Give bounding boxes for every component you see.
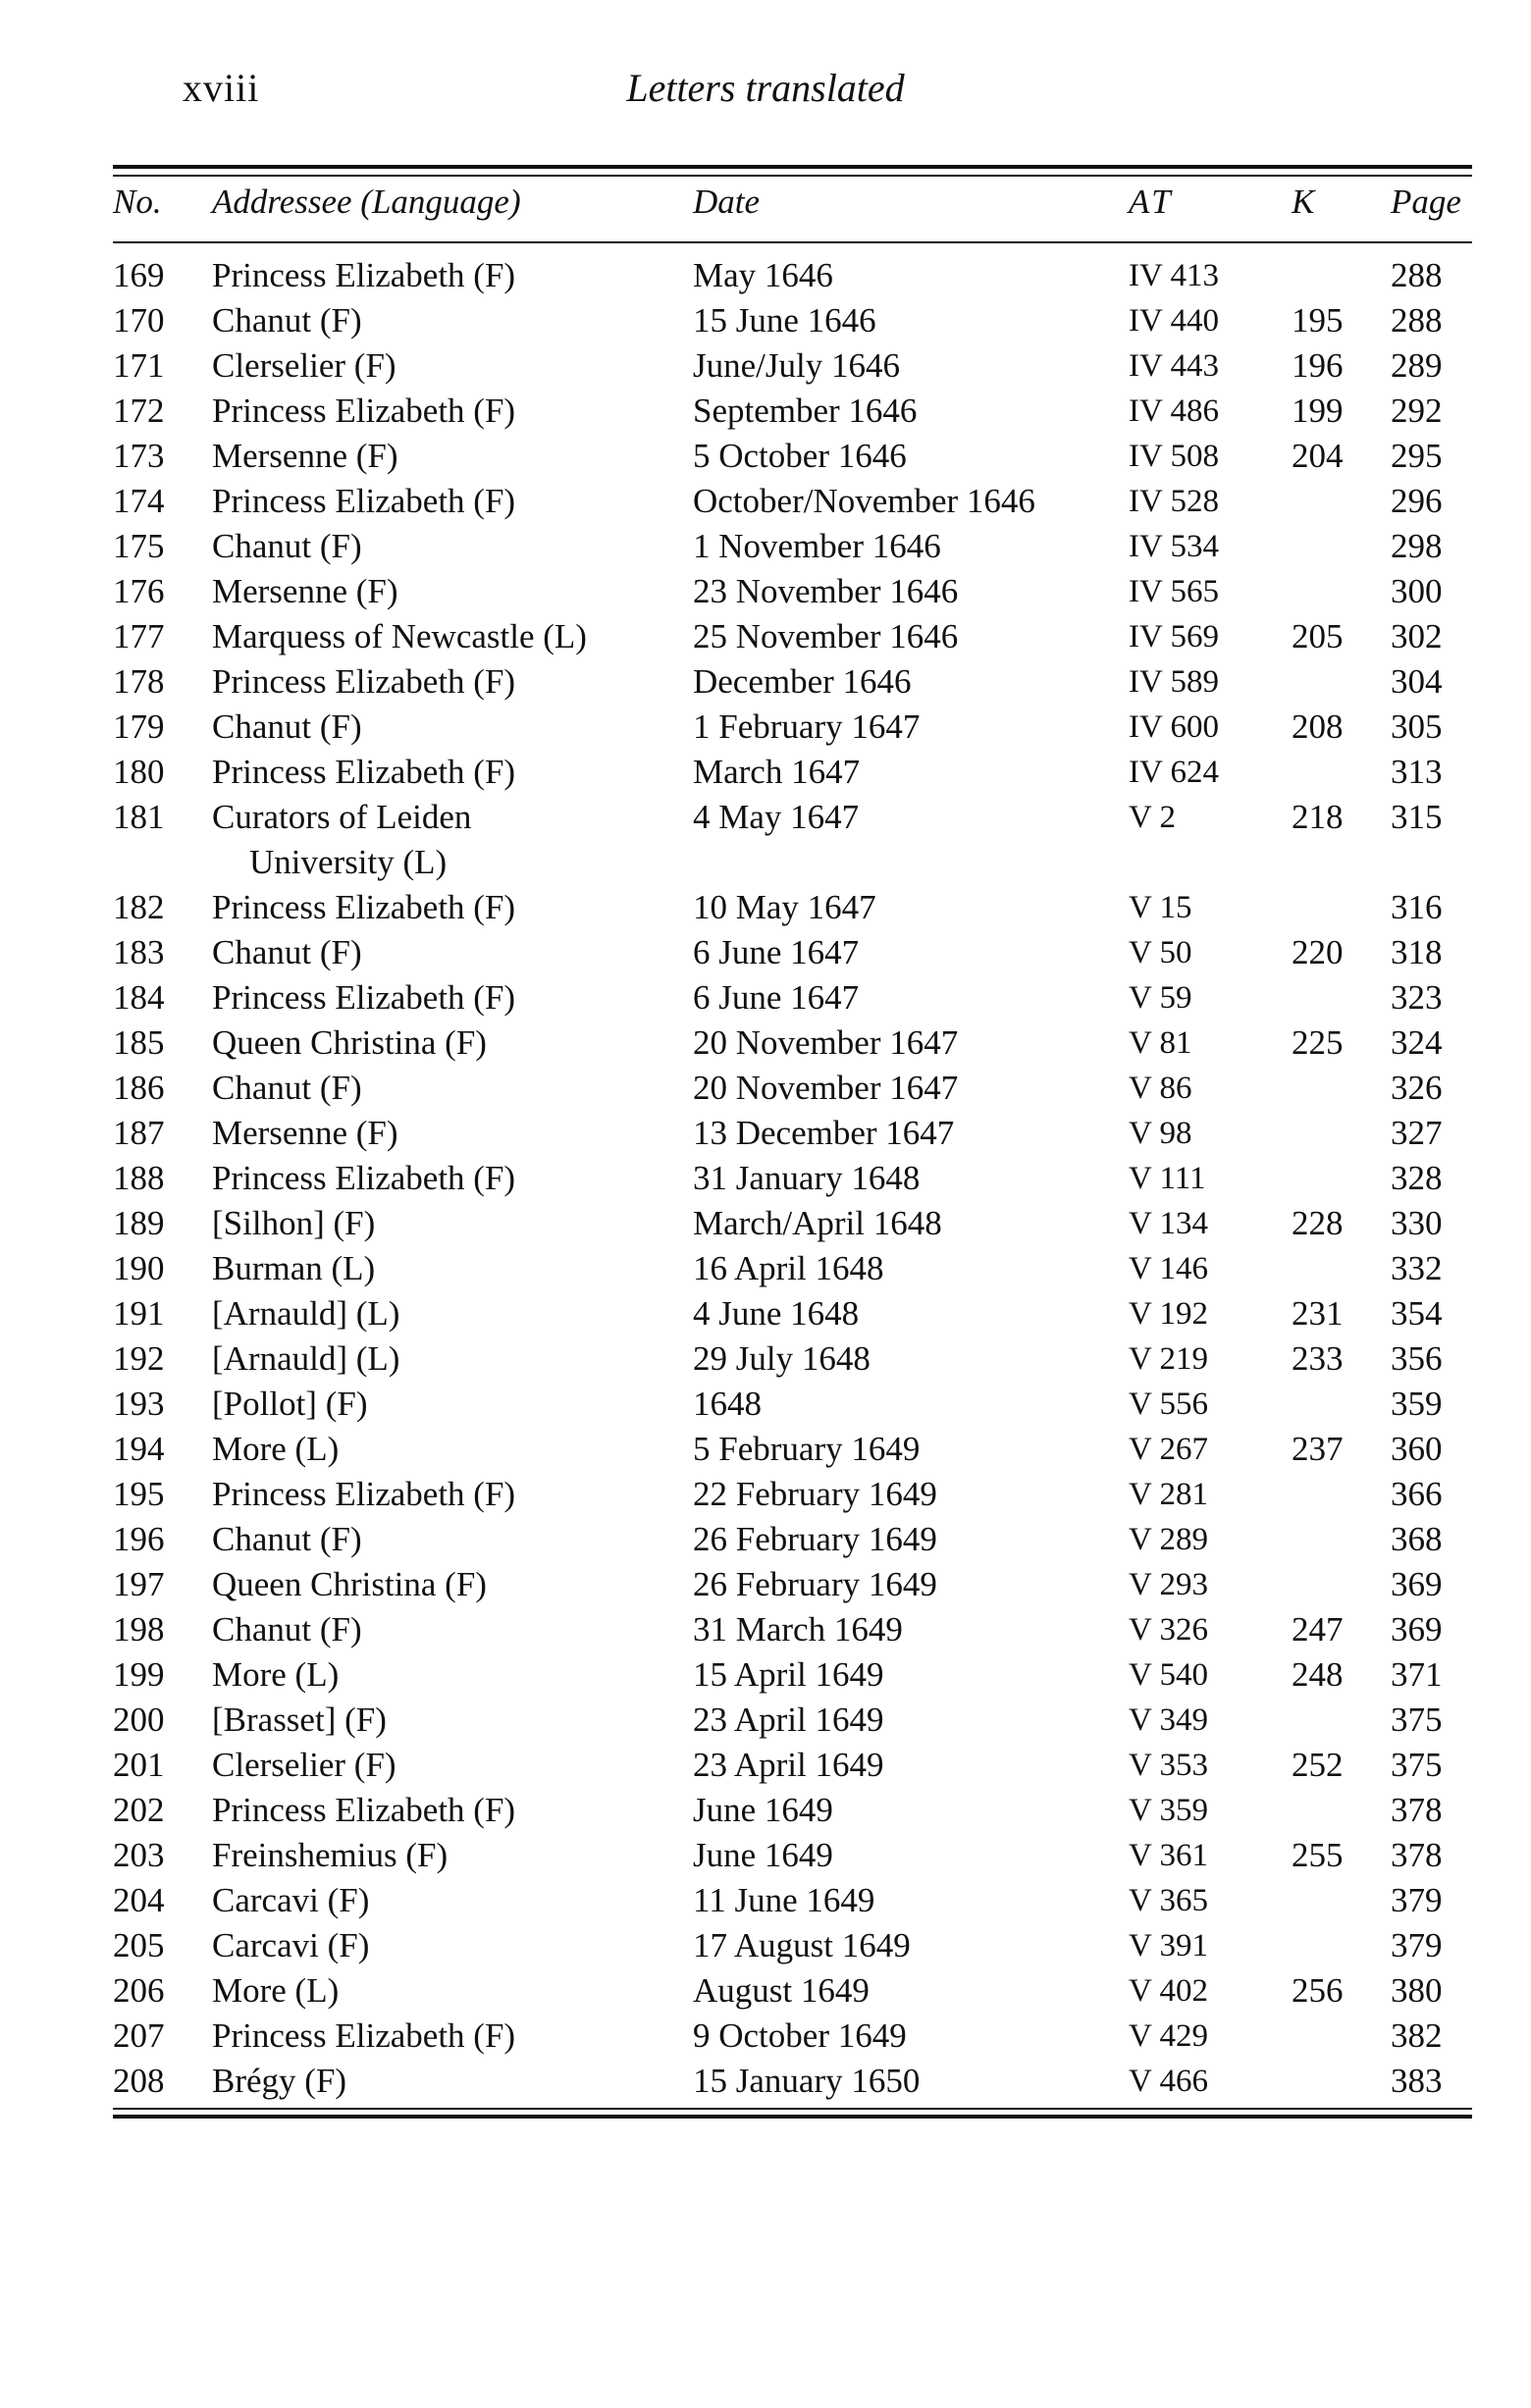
at-reference: V 365 (1129, 1883, 1208, 1918)
addressee: [Silhon] (F) (212, 1204, 376, 1242)
table-row (0, 1923, 1531, 1968)
letter-number: 206 (113, 1971, 165, 2010)
k-reference: 195 (1292, 301, 1344, 340)
letter-date: 16 April 1648 (693, 1249, 884, 1287)
letter-date: 5 February 1649 (693, 1430, 921, 1468)
letter-date: 31 March 1649 (693, 1610, 903, 1649)
letter-number: 204 (113, 1881, 165, 1919)
table-row (0, 1788, 1531, 1833)
table-top-rule-thin (113, 175, 1472, 177)
addressee: Chanut (F) (212, 1069, 362, 1107)
page-reference: 295 (1391, 437, 1443, 475)
table-row (0, 2014, 1531, 2059)
letter-date: 26 February 1649 (693, 1520, 937, 1558)
letter-date: 20 November 1647 (693, 1069, 959, 1107)
table-row (0, 1833, 1531, 1878)
addressee: [Brasset] (F) (212, 1701, 387, 1739)
letter-date: 13 December 1647 (693, 1114, 955, 1152)
k-reference: 208 (1292, 707, 1344, 746)
letter-number: 173 (113, 437, 165, 475)
at-reference: V 402 (1129, 1973, 1208, 2009)
letter-date: March/April 1648 (693, 1204, 942, 1242)
k-reference: 199 (1292, 392, 1344, 430)
letter-number: 198 (113, 1610, 165, 1649)
letter-number: 189 (113, 1204, 165, 1242)
table-row (0, 1201, 1531, 1246)
addressee: Princess Elizabeth (F) (212, 392, 516, 430)
letter-date: 20 November 1647 (693, 1023, 959, 1062)
table-row (0, 389, 1531, 434)
letter-date: 10 May 1647 (693, 888, 876, 926)
page-reference: 330 (1391, 1204, 1443, 1242)
k-reference: 255 (1292, 1836, 1344, 1874)
addressee: Chanut (F) (212, 1610, 362, 1649)
table-row (0, 1111, 1531, 1156)
addressee: Chanut (F) (212, 527, 362, 565)
letter-number: 172 (113, 392, 165, 430)
letter-number: 179 (113, 707, 165, 746)
letter-number: 171 (113, 346, 165, 385)
addressee: Clerselier (F) (212, 1746, 396, 1784)
letter-number: 184 (113, 978, 165, 1017)
letter-number: 207 (113, 2016, 165, 2055)
letter-number: 205 (113, 1926, 165, 1964)
addressee: Princess Elizabeth (F) (212, 978, 516, 1017)
letter-date: 23 April 1649 (693, 1701, 884, 1739)
letter-number: 202 (113, 1791, 165, 1829)
page-reference: 288 (1391, 301, 1443, 340)
page-reference: 375 (1391, 1746, 1443, 1784)
at-reference: V 111 (1129, 1161, 1206, 1196)
table-row (0, 1427, 1531, 1472)
column-header-addressee: Addressee (Language) (212, 183, 521, 221)
table-row (0, 1562, 1531, 1607)
at-reference: V 219 (1129, 1341, 1208, 1377)
letter-date: September 1646 (693, 392, 918, 430)
letter-number: 199 (113, 1655, 165, 1694)
k-reference: 204 (1292, 437, 1344, 475)
table-row (0, 614, 1531, 659)
addressee: Princess Elizabeth (F) (212, 888, 516, 926)
letter-date: June 1649 (693, 1836, 833, 1874)
at-reference: V 192 (1129, 1296, 1208, 1332)
table-row (0, 1968, 1531, 2014)
addressee: Princess Elizabeth (F) (212, 1159, 516, 1197)
page-folio: xviii (183, 66, 260, 110)
addressee: Princess Elizabeth (F) (212, 662, 516, 701)
page-reference: 302 (1391, 617, 1443, 655)
at-reference: V 50 (1129, 935, 1192, 970)
at-reference: V 15 (1129, 890, 1192, 925)
table-row (0, 2059, 1531, 2104)
at-reference: V 2 (1129, 800, 1176, 835)
letter-number: 193 (113, 1385, 165, 1423)
addressee: Chanut (F) (212, 707, 362, 746)
table-row (0, 1652, 1531, 1698)
letter-date: 6 June 1647 (693, 978, 860, 1017)
page-reference: 382 (1391, 2016, 1443, 2055)
addressee (212, 795, 663, 885)
addressee: [Pollot] (F) (212, 1385, 368, 1423)
table-row (0, 885, 1531, 930)
at-reference: V 267 (1129, 1432, 1208, 1467)
at-reference: V 281 (1129, 1477, 1208, 1512)
letter-date: 23 November 1646 (693, 572, 959, 610)
letter-number: 176 (113, 572, 165, 610)
at-reference: V 86 (1129, 1071, 1192, 1106)
at-reference: V 134 (1129, 1206, 1208, 1241)
letter-number: 201 (113, 1746, 165, 1784)
at-reference: IV 443 (1129, 348, 1219, 384)
addressee: Princess Elizabeth (F) (212, 753, 516, 791)
letter-date: 9 October 1649 (693, 2016, 907, 2055)
addressee: Mersenne (F) (212, 572, 398, 610)
k-reference: 196 (1292, 346, 1344, 385)
table-bottom-rule-thin (113, 2108, 1472, 2110)
page-reference: 356 (1391, 1339, 1443, 1378)
letter-date: May 1646 (693, 256, 833, 294)
table-body (0, 253, 1531, 2104)
page-reference: 359 (1391, 1385, 1443, 1423)
letter-date: 15 June 1646 (693, 301, 876, 340)
letter-date: June/July 1646 (693, 346, 900, 385)
table-row (0, 1878, 1531, 1923)
k-reference: 218 (1292, 798, 1344, 836)
at-reference: V 359 (1129, 1793, 1208, 1828)
letter-date: 17 August 1649 (693, 1926, 911, 1964)
column-header-k: K (1292, 183, 1315, 221)
at-reference: V 540 (1129, 1657, 1208, 1693)
page-reference: 380 (1391, 1971, 1443, 2010)
page-reference: 298 (1391, 527, 1443, 565)
addressee: More (L) (212, 1655, 340, 1694)
addressee: Princess Elizabeth (F) (212, 2016, 516, 2055)
addressee: Brégy (F) (212, 2062, 347, 2100)
page-reference: 296 (1391, 482, 1443, 520)
letter-number: 200 (113, 1701, 165, 1739)
table-row (0, 750, 1531, 795)
letter-number: 197 (113, 1565, 165, 1603)
at-reference: IV 589 (1129, 664, 1219, 700)
page-reference: 304 (1391, 662, 1443, 701)
at-reference: V 326 (1129, 1612, 1208, 1648)
letter-date: December 1646 (693, 662, 912, 701)
table-row (0, 1607, 1531, 1652)
table-row (0, 1472, 1531, 1517)
page-reference: 378 (1391, 1836, 1443, 1874)
table-header-rule (113, 241, 1472, 243)
table-row (0, 705, 1531, 750)
table-row (0, 1066, 1531, 1111)
table-row (0, 1743, 1531, 1788)
page-reference: 375 (1391, 1701, 1443, 1739)
addressee-line: Curators of Leiden (212, 798, 472, 836)
letter-number: 203 (113, 1836, 165, 1874)
letter-number: 169 (113, 256, 165, 294)
addressee-continuation: University (L) (249, 843, 448, 881)
running-head (0, 65, 1531, 124)
table-row (0, 1698, 1531, 1743)
k-reference: 252 (1292, 1746, 1344, 1784)
table-row (0, 253, 1531, 298)
page-reference: 371 (1391, 1655, 1443, 1694)
letter-number: 177 (113, 617, 165, 655)
page-reference: 368 (1391, 1520, 1443, 1558)
letter-date: August 1649 (693, 1971, 870, 2010)
column-header-date: Date (693, 183, 761, 221)
table-bottom-rule (113, 2115, 1472, 2119)
table-row (0, 1021, 1531, 1066)
letter-number: 195 (113, 1475, 165, 1513)
letter-date: 1 February 1647 (693, 707, 921, 746)
letter-date: 22 February 1649 (693, 1475, 937, 1513)
letter-date: 31 January 1648 (693, 1159, 921, 1197)
running-title: Letters translated (626, 66, 905, 110)
k-reference: 220 (1292, 933, 1344, 971)
page-reference: 313 (1391, 753, 1443, 791)
letter-date: 29 July 1648 (693, 1339, 871, 1378)
letter-date: June 1649 (693, 1791, 833, 1829)
addressee: Princess Elizabeth (F) (212, 482, 516, 520)
addressee: Chanut (F) (212, 301, 362, 340)
column-header-no: No. (113, 183, 162, 221)
letter-number: 183 (113, 933, 165, 971)
k-reference: 233 (1292, 1339, 1344, 1378)
letter-number: 174 (113, 482, 165, 520)
letter-date: 25 November 1646 (693, 617, 959, 655)
letter-date: 4 June 1648 (693, 1294, 860, 1333)
letter-number: 181 (113, 798, 165, 836)
table-row (0, 795, 1531, 885)
page-reference: 292 (1391, 392, 1443, 430)
page-reference: 379 (1391, 1926, 1443, 1964)
addressee: [Arnauld] (L) (212, 1294, 400, 1333)
at-reference: IV 508 (1129, 439, 1219, 474)
at-reference: V 289 (1129, 1522, 1208, 1557)
k-reference: 248 (1292, 1655, 1344, 1694)
addressee: Carcavi (F) (212, 1926, 370, 1964)
table-row (0, 659, 1531, 705)
k-reference: 237 (1292, 1430, 1344, 1468)
table-row (0, 1336, 1531, 1382)
addressee: [Arnauld] (L) (212, 1339, 400, 1378)
letter-date: October/November 1646 (693, 482, 1035, 520)
page-reference: 360 (1391, 1430, 1443, 1468)
page-reference: 326 (1391, 1069, 1443, 1107)
page-reference: 289 (1391, 346, 1443, 385)
addressee: Marquess of Newcastle (L) (212, 617, 587, 655)
letter-date: 15 January 1650 (693, 2062, 921, 2100)
table-top-rule (113, 165, 1472, 169)
at-reference: V 81 (1129, 1025, 1192, 1061)
at-reference: V 466 (1129, 2064, 1208, 2099)
table-row (0, 1382, 1531, 1427)
addressee: Clerselier (F) (212, 346, 396, 385)
letter-date: 4 May 1647 (693, 798, 860, 836)
page-reference: 379 (1391, 1881, 1443, 1919)
at-reference: IV 413 (1129, 258, 1219, 293)
addressee: Carcavi (F) (212, 1881, 370, 1919)
page-reference: 288 (1391, 256, 1443, 294)
letter-number: 190 (113, 1249, 165, 1287)
k-reference: 228 (1292, 1204, 1344, 1242)
k-reference: 247 (1292, 1610, 1344, 1649)
letter-date: 5 October 1646 (693, 437, 907, 475)
table-row (0, 1156, 1531, 1201)
page-reference: 369 (1391, 1610, 1443, 1649)
addressee: More (L) (212, 1971, 340, 2010)
table-row (0, 298, 1531, 343)
addressee: Chanut (F) (212, 933, 362, 971)
letter-date: 23 April 1649 (693, 1746, 884, 1784)
at-reference: V 349 (1129, 1702, 1208, 1738)
letter-number: 192 (113, 1339, 165, 1378)
table-row (0, 524, 1531, 569)
page-reference: 328 (1391, 1159, 1443, 1197)
letter-date: 1 November 1646 (693, 527, 941, 565)
letter-date: March 1647 (693, 753, 861, 791)
table-row (0, 434, 1531, 479)
table-row (0, 975, 1531, 1021)
at-reference: IV 486 (1129, 393, 1219, 429)
k-reference: 225 (1292, 1023, 1344, 1062)
page-reference: 327 (1391, 1114, 1443, 1152)
addressee: Princess Elizabeth (F) (212, 1475, 516, 1513)
at-reference: IV 528 (1129, 484, 1219, 519)
table-row (0, 479, 1531, 524)
page-reference: 323 (1391, 978, 1443, 1017)
at-reference: V 361 (1129, 1838, 1208, 1873)
letter-number: 180 (113, 753, 165, 791)
page-reference: 332 (1391, 1249, 1443, 1287)
addressee: Queen Christina (F) (212, 1023, 487, 1062)
page-reference: 324 (1391, 1023, 1443, 1062)
table-row (0, 930, 1531, 975)
at-reference: IV 565 (1129, 574, 1219, 609)
addressee: Chanut (F) (212, 1520, 362, 1558)
page-reference: 315 (1391, 798, 1443, 836)
table-row (0, 1246, 1531, 1291)
at-reference: IV 569 (1129, 619, 1219, 654)
letter-number: 187 (113, 1114, 165, 1152)
letter-number: 170 (113, 301, 165, 340)
page-reference: 378 (1391, 1791, 1443, 1829)
letter-date: 26 February 1649 (693, 1565, 937, 1603)
page-reference: 369 (1391, 1565, 1443, 1603)
at-reference: IV 440 (1129, 303, 1219, 339)
letter-number: 191 (113, 1294, 165, 1333)
at-reference: IV 600 (1129, 709, 1219, 745)
page-reference: 354 (1391, 1294, 1443, 1333)
column-header-at: AT (1129, 183, 1174, 221)
addressee: Queen Christina (F) (212, 1565, 487, 1603)
page-reference: 300 (1391, 572, 1443, 610)
table-row (0, 343, 1531, 389)
addressee: Princess Elizabeth (F) (212, 256, 516, 294)
k-reference: 256 (1292, 1971, 1344, 2010)
addressee: Mersenne (F) (212, 437, 398, 475)
at-reference: V 146 (1129, 1251, 1208, 1286)
letter-number: 194 (113, 1430, 165, 1468)
addressee: Mersenne (F) (212, 1114, 398, 1152)
at-reference: V 429 (1129, 2018, 1208, 2054)
letter-number: 196 (113, 1520, 165, 1558)
table-row (0, 1291, 1531, 1336)
table-row (0, 569, 1531, 614)
page-reference: 316 (1391, 888, 1443, 926)
letter-number: 208 (113, 2062, 165, 2100)
k-reference: 231 (1292, 1294, 1344, 1333)
column-header-page: Page (1391, 183, 1461, 221)
letter-date: 15 April 1649 (693, 1655, 884, 1694)
page-reference: 318 (1391, 933, 1443, 971)
letter-number: 186 (113, 1069, 165, 1107)
at-reference: V 353 (1129, 1748, 1208, 1783)
letter-date: 6 June 1647 (693, 933, 860, 971)
letter-number: 182 (113, 888, 165, 926)
letter-date: 1648 (693, 1385, 762, 1423)
at-reference: IV 534 (1129, 529, 1219, 564)
at-reference: V 59 (1129, 980, 1192, 1016)
addressee: Princess Elizabeth (F) (212, 1791, 516, 1829)
letter-number: 178 (113, 662, 165, 701)
letter-date: 11 June 1649 (693, 1881, 875, 1919)
letter-number: 185 (113, 1023, 165, 1062)
addressee: More (L) (212, 1430, 340, 1468)
at-reference: V 391 (1129, 1928, 1208, 1963)
at-reference: IV 624 (1129, 755, 1219, 790)
letter-number: 188 (113, 1159, 165, 1197)
page-reference: 366 (1391, 1475, 1443, 1513)
page-reference: 305 (1391, 707, 1443, 746)
k-reference: 205 (1292, 617, 1344, 655)
page-reference: 383 (1391, 2062, 1443, 2100)
at-reference: V 98 (1129, 1116, 1192, 1151)
addressee: Freinshemius (F) (212, 1836, 449, 1874)
letter-number: 175 (113, 527, 165, 565)
at-reference: V 556 (1129, 1387, 1208, 1422)
addressee: Burman (L) (212, 1249, 376, 1287)
table-row (0, 1517, 1531, 1562)
at-reference: V 293 (1129, 1567, 1208, 1602)
